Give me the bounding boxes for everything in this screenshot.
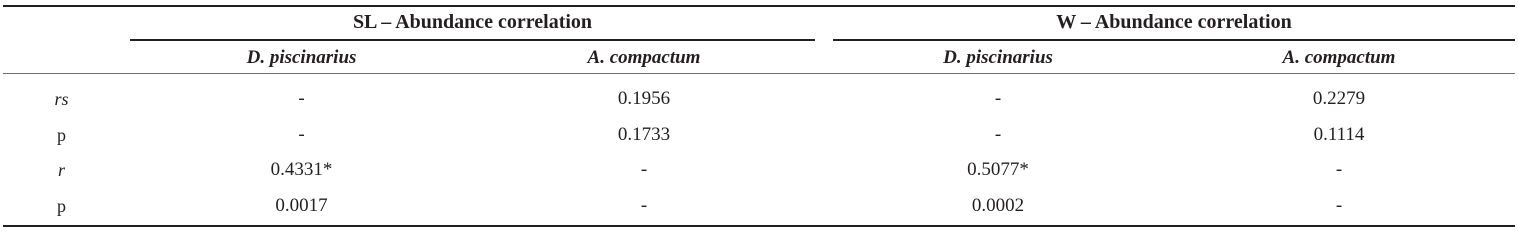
table-cell: -: [640, 195, 648, 216]
column-header-sl-a-compactum: A. compactum: [587, 47, 701, 68]
table-cell: 0.1956: [617, 88, 671, 109]
table-cell: -: [640, 159, 648, 180]
table-caption-fragment: [300, 0, 900, 3]
row-label-r: r: [57, 160, 65, 180]
table-bottom-rule: [3, 225, 1515, 227]
table-cell: 0.0017: [275, 195, 328, 216]
header-separator-rule: [3, 73, 1515, 74]
column-header-w-d-piscinarius: D. piscinarius: [943, 47, 1053, 68]
table-cell: 0.1733: [617, 124, 671, 145]
table-cell: -: [298, 88, 305, 109]
group-header-w: W – Abundance correlation: [1056, 11, 1292, 33]
group-header-sl: SL – Abundance correlation: [352, 11, 593, 33]
table-cell: -: [994, 124, 1002, 145]
table-cell: 0.1114: [1313, 124, 1365, 145]
group-rule-sl: [130, 39, 815, 41]
row-label-p: p: [57, 125, 66, 145]
column-header-w-a-compactum: A. compactum: [1282, 47, 1396, 68]
table-cell: -: [1335, 159, 1343, 180]
table-cell: 0.5077*: [967, 159, 1029, 180]
group-rule-w: [833, 39, 1515, 41]
column-header-sl-d-piscinarius: D. piscinarius: [246, 47, 357, 68]
table-top-rule: [3, 5, 1515, 7]
table-cell: -: [1335, 195, 1343, 216]
table-cell: -: [994, 88, 1002, 109]
table-cell: 0.4331*: [270, 159, 333, 180]
row-label-p: p: [57, 196, 66, 216]
table-cell: -: [298, 124, 305, 145]
row-label-rs: rs: [54, 89, 69, 109]
table-cell: 0.0002: [971, 195, 1025, 216]
table-cell: 0.2279: [1312, 88, 1366, 109]
